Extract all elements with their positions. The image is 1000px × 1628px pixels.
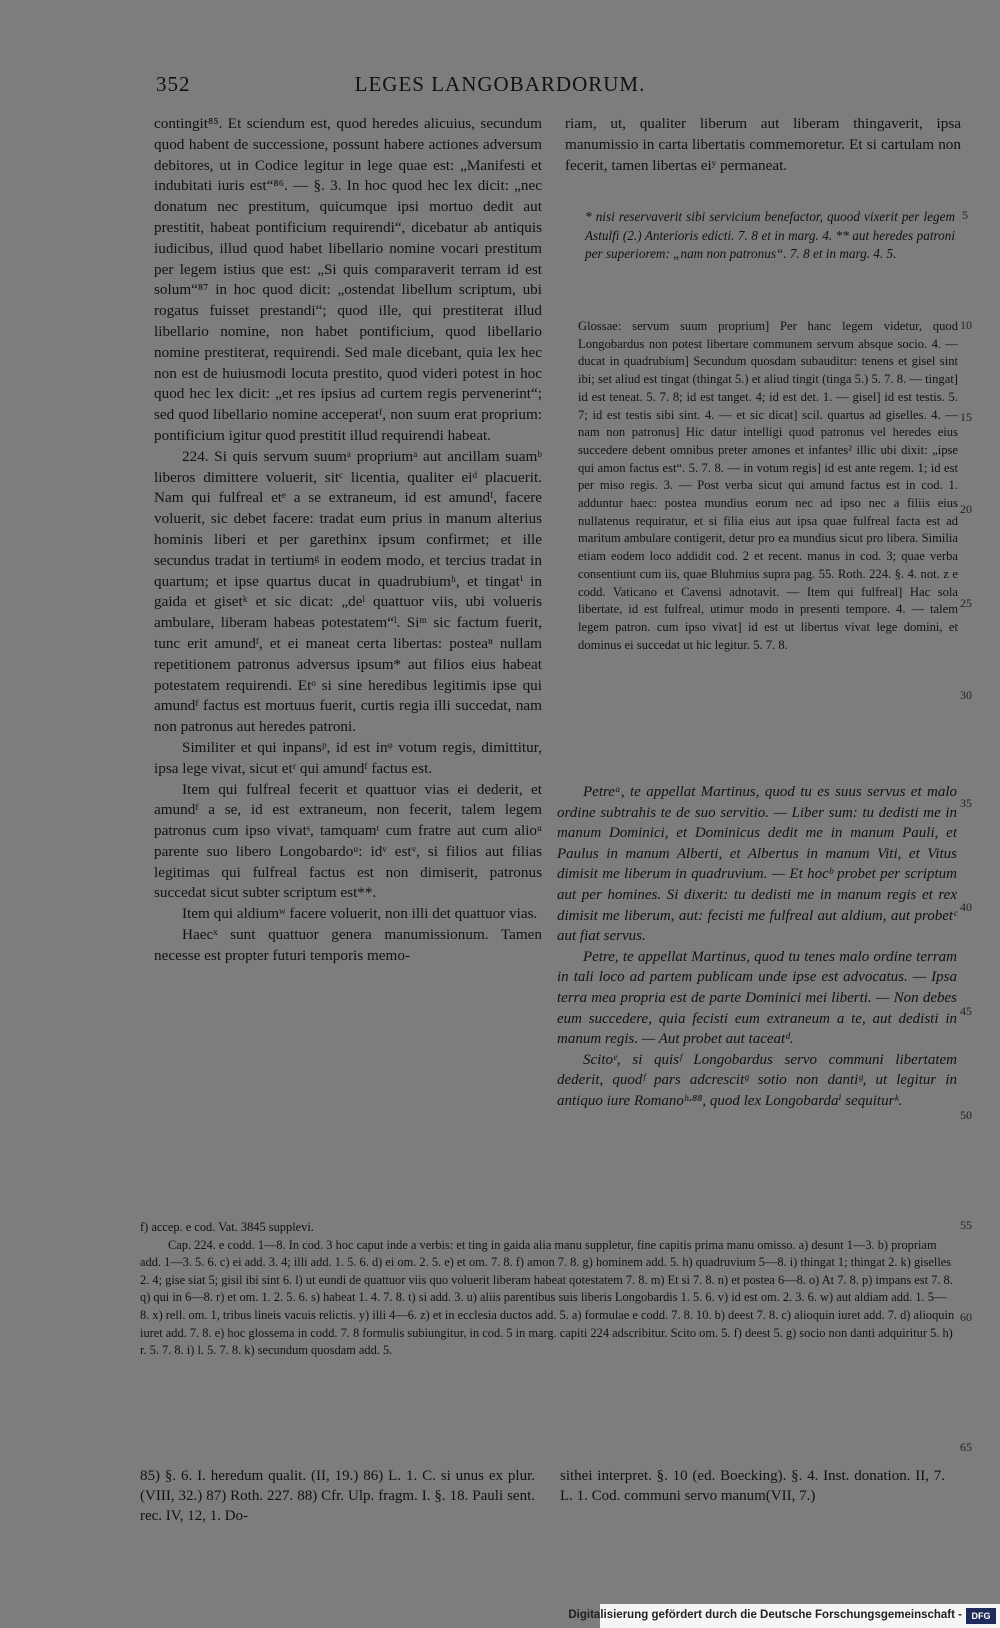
line-number: 20 bbox=[960, 502, 972, 516]
page-number: 352 bbox=[156, 72, 191, 96]
running-title: LEGES LANGOBARDORUM. bbox=[354, 72, 646, 96]
paragraph-manumissions: Haecˣ sunt quattuor genera manumissionum. Tamen necesse est propter futuri temporis memo- bbox=[154, 926, 542, 964]
paragraph-inpans: Similiter et qui inpansᵖ, id est inᵠ votum regis, dimittitur, ipsa lege vivat, sicut etʳ qui amundᶠ factus est. bbox=[154, 738, 542, 777]
formula-petre-2: Petre, te appellat Martinus, quod tu tenes malo ordine terram in tali loco ad partem publicam unde ipse est advocatus. — Ipsa terra mea propria est de parte Dominici mei liberti. — Non debes eum succedere, quia fecisti eum extraneum a te, aut dedisti in manum regis. — Aut probet aut taceatᵈ. bbox=[557, 948, 957, 1048]
paragraph-aldium: Item qui aldiumʷ facere voluerit, non illi det quattuor vias. bbox=[182, 905, 538, 923]
page-header bbox=[140, 72, 860, 100]
line-number: 5 bbox=[962, 208, 968, 222]
dfg-logo: DFG bbox=[966, 1608, 996, 1624]
line-number: 60 bbox=[960, 1310, 972, 1324]
variant-note: * nisi reservaverit sibi servicium benefactor, quood vixerit per legem Astulfi (2.) Anterioris edicti. 7. 8 et in marg. 4. ** aut heredes patroni per superiorem: „nam non patronus“. 7. 8 et in marg. 4. 5. bbox=[585, 209, 955, 262]
paragraph-commentary: contingit⁸⁵. Et sciendum est, quod heredes alicuius, secundum quod habent de successione, possunt habere actiones adversum debitores, ut in Codice legitur in lege quae est: „Manifesti et indubitati iuris est“⁸⁶. — §. 3. In hoc quod hec lex dicit: „nec donatum nec prestitum, quicumque ipsi mortuo dedit aut prestitit, habeat pontificium requirendi“, dicebatur ab antiquis iudicibus, illud quod habet libellario nomine vocari prestitum per legem istius que est: „Si quis comparaverit terram id est solum“⁸⁷ in hoc quod dicit: „ostendat libellum scriptum, ubi rogatus fuisset prestandi“; quod ille, qui prestiterat illud libellario nomine, non habet pontificium, quod libellario nomine prestiterat, requirendi. Sed male dicebant, quia lex hec non est de huiusmodi locuta prestito, quod videri potest in hoc quod hec lex dicit: „et res ipsius ad curtem regis pervenerint“; sed quod libellario nomine acceperatᶠ, non suum erat proprium: pontificium igitur quod prestitit illud requirendi habeat. bbox=[154, 115, 542, 444]
paragraph-fulfreal: Item qui fulfreal fecerit et quattuor vias ei dederit, et amundᶠ a se, id est extraneum, non fecerit, talem legem patronus cum ipso vivatˢ, tamquamᵗ cum fratre aut cum alioᵘ parente suo libero Longobardoᵘ: idᵛ estᵛ, si filios aut filias legitimas qui fulfreal factus est non dimiserit, patronus succedat sicut subter scriptum est**. bbox=[154, 780, 542, 902]
line-number: 55 bbox=[960, 1218, 972, 1232]
right-column-continuation bbox=[565, 114, 961, 176]
apparatus-line: Cap. 224. e codd. 1—8. In cod. 3 hoc caput inde a verbis: et ting in gaida alia manu suppletur, fine capitis prima manu omisso. a) desunt 1—3. b) propriam add. 1—3. 5. 6. c) ei add. 3. 4; illi add. 1. 5. 6. d) ei om. 2. 5. e) et om. 7. 8. f) amon 7. 8. g) hominem add. 5. h) quadruvium 5—8. i) thingat 1; thingat 2. k) giselles 2. 4; gise siat 5; gisil ibi sint 6. l) ut eundi de quattuor viis quo voluerit liberam habeat qotestatem 7. 8. m) Et si 7. 8. n) et postea 6—8. o) At 7. 8. p) impans est 7. 8. q) qui in 6—8. r) et om. 1. 2. 5. 6. s) habeat 1. 4. 7. 8. t) si add. 3. u) aliis parentibus suis liberis Longobardis 1. 5. 6. v) id est om. 2. 3. 6. w) aut aldiam add. 1. 5—8. x) rell. om. 1, tribus lineis vacuis relictis. y) illi 4—6. z) et in ecclesia ductos add. 5. a) formulae e codd. 7. 8. 10. b) deest 7. 8. c) alioquin iuret add. 7. d) alioquin iuret add. 7. 8. e) hoc glossema in codd. 7. 8 formulis subiungitur, in cod. 5 in marg. capiti 224 adscribitur. Scito om. 5. f) deest 5. g) socio non danti adquiritur 5. h) r. 5. 7. 8. i) l. 5. 7. 8. k) secundum quosdam add. 5. bbox=[140, 1237, 955, 1358]
critical-apparatus bbox=[140, 1219, 955, 1360]
formula-scito: Scitoᵉ, si quisᶠ Longobardus servo communi libertatem dederit, quodᶠ pars adcrescitᵍ sotio non dantiᵍ, ut legitur in antiquo iure Romanoʰ·⁸⁸, quod lex Longobardaⁱ sequiturᵏ. bbox=[557, 1051, 957, 1109]
credit-text: Digitalisierung gefördert durch die Deutsche Forschungsgemeinschaft - bbox=[568, 1609, 962, 1621]
digitization-credit-bar bbox=[568, 1604, 1000, 1628]
glossae-block: Glossae: servum suum proprium] Per hanc legem videtur, quod Longobardus non potest libertare communem servum absque socio. 4. — ducat in quadrubium] Secundum quosdam subauditur: tenens et gisel sint ibi; set aliud est tingat (thingat 5.) et aliud tingit (tinga 5.) 5. 7. 8. — tingat] id est teneat. 5. 7. 8; id est tanget. 4; id est det. 1. — gisel] id est testis. 5. 7; id est testis sibi sint. 4. — et sic dicat] scil. quartus ad giselles. 4. — nam non patronus] Hic datur intelligi quod patronus vel heredes eius succedere debent omnibus preter amones et infantes² illic ubi dixit: „ipse qui amon factus est“. 5. 7. 8. — in votum regis] id est ante regem. 1; id est per miso regis. 3. — Post verba sicut qui amund factus est in cod. 1. adduntur haec: postea mundius eorum nec ad ipso nec a filiis eius nullatenus requiratur, et si filia eius aut ipsa quae fulfreal facta est ad maritum ambulare contigerit, detur pro ea mundius sicut pro libera. Similia etiam eodem loco addidit cod. 2 et recent. manus in cod. 3; quae verba consentiunt cum iis, quae Bluhmius supra pag. 55. Roth. 224. §. 4. not. z e codd. Vaticano et Cavensi adnotavit. — Item qui fulfreal] Hac sola libertate, id est fulfreal, utimur modo in presenti tempore. 4. — talem legem patron. cum ipso vivat] id est ut libertus vivat lege domini, et dominus ei succedat ut hic legitur. 5. 7. 8. bbox=[578, 319, 958, 652]
line-number: 65 bbox=[960, 1440, 972, 1454]
line-number: 25 bbox=[960, 596, 972, 610]
line-number: 15 bbox=[960, 410, 972, 424]
paragraph-continuation: riam, ut, qualiter liberum aut liberam thingaverit, ipsa manumissio in carta libertatis commemoretur. Et si cartulam non fecerit, tamen libertas eiʸ permaneat. bbox=[565, 115, 961, 174]
paragraph-chapter-224: 224. Si quis servum suumᵃ propriumᵃ aut ancillam suamᵇ liberos dimittere voluerit, sitᶜ licentia, qualiter eiᵈ placuerit. Nam qui fulfreal etᵉ a se extraneum, id est amundᶠ, facere voluerit, sic debet facere: tradat eum prius in manum alterius hominis liberi et per garethinx ipsum confirmet; et ille secundus tradat in tertiumᵍ in eodem modo, et tercius tradat in quartum; et ipse quartus ducat in quadrubiumʰ, et tingatⁱ in gaida et gisetᵏ et sic dicat: „deˡ quattuor viis, ubi volueris ambulare, liberam habeas potestatem“ˡ. Siᵐ sic factum fuerit, tunc erit amundᶠ, et ei maneat certa libertas: posteaⁿ nullam repetitionem patronus adversus ipsum* aut filios eius habeat potestatem requirendi. Etᵒ si sine heredibus legitimis ipse qui amundᶠ factus est mortuus fuerit, curtis regia illi succedat, nam non patronus aut heredes patroni. bbox=[154, 447, 542, 736]
line-number: 45 bbox=[960, 1004, 972, 1018]
formula-petre-1: Petreᵃ, te appellat Martinus, quod tu es suus servus et malo ordine subtrahis te de suo servitio. — Liber sum: tu dedisti me in manum Dominici, et Dominicus dedit me in manum Pauli, et Paulus in manum Alberti, et Albertus in manum Viti, et Vitus dimisit me liberum in quadruvium. — Et hocᵇ probet per scriptum aut per homines. Si dixerit: tu dedisti me in manum regis et rex dimisit me liberum, aut: fecisti me fulfreal aut aldium, aut probetᶜ aut fiat servus. bbox=[557, 784, 957, 945]
formula-block bbox=[557, 782, 957, 1112]
footnotes-right: sithei interpret. §. 10 (ed. Boecking). §. 4. Inst. donation. II, 7. L. 1. Cod. communi servo manum(VII, 7.) bbox=[560, 1468, 945, 1504]
apparatus-line: f) accep. e cod. Vat. 3845 supplevi. bbox=[140, 1220, 314, 1234]
line-number: 30 bbox=[960, 688, 972, 702]
line-number: 40 bbox=[960, 900, 972, 914]
footnotes-left: 85) §. 6. I. heredum qualit. (II, 19.) 86) L. 1. C. si unus ex plur. (VIII, 32.) 87) Roth. 227. 88) Cfr. Ulp. fragm. I. §. 18. Pauli sent. rec. IV, 12, 1. Do- bbox=[140, 1468, 535, 1524]
left-column bbox=[154, 114, 542, 967]
line-number: 50 bbox=[960, 1108, 972, 1122]
line-number: 10 bbox=[960, 318, 972, 332]
line-number: 35 bbox=[960, 796, 972, 810]
